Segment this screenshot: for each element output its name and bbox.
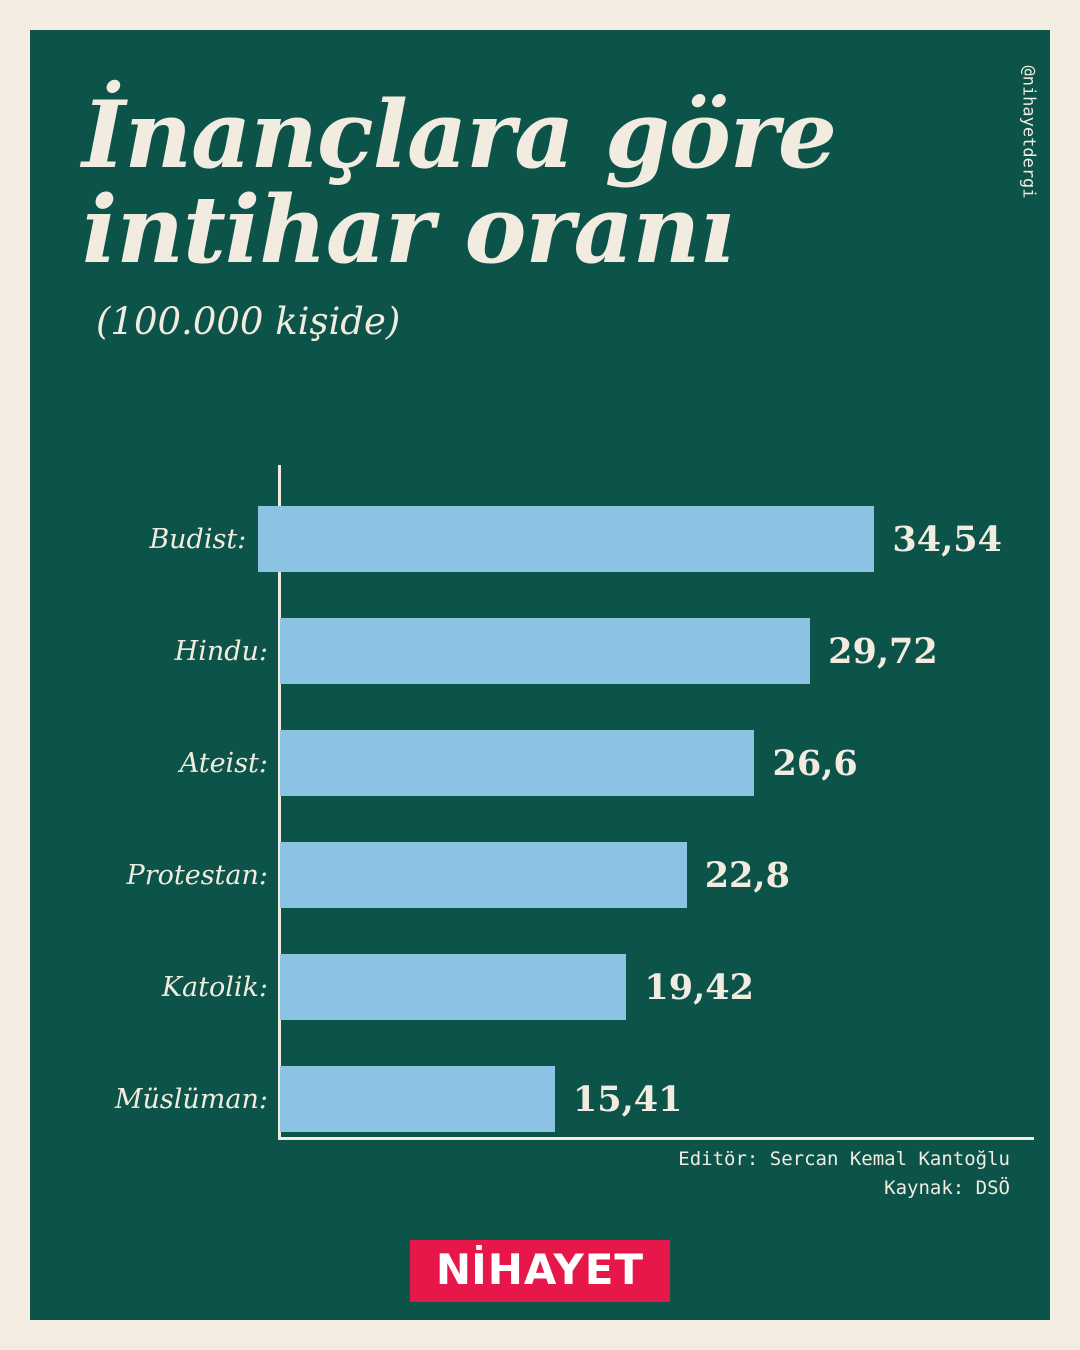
chart-rows: [82, 483, 1002, 1155]
page-title: [82, 80, 992, 284]
chart-row: [82, 483, 1002, 595]
chart-bar-wrap: [280, 707, 1002, 819]
chart-bar: [280, 1066, 555, 1132]
chart-bar-wrap: [280, 819, 1002, 931]
chart-bar-value: 26,6: [772, 742, 858, 784]
chart-row: [82, 931, 1002, 1043]
chart-row: [82, 707, 1002, 819]
chart-row-label: Budist:: [149, 523, 247, 555]
chart-row-label: Protestan:: [126, 859, 268, 891]
chart-bar-value: 29,72: [828, 630, 938, 672]
chart-bar-value: 34,54: [892, 518, 1002, 560]
chart-bar-value: 15,41: [572, 1078, 683, 1120]
chart-row-label: Hindu:: [174, 635, 268, 667]
social-handle: [1016, 44, 1042, 244]
chart-row: [82, 595, 1002, 707]
page-subtitle: (100.000 kişide): [96, 299, 401, 343]
chart-bar-wrap: [280, 931, 1002, 1043]
chart-bar-value: 22,8: [704, 854, 790, 896]
chart-row: [82, 1043, 1002, 1155]
title-line-1: İnançlara göre: [82, 80, 837, 189]
chart-bar: [280, 954, 626, 1020]
social-handle-text: @nihayetdergi: [1019, 65, 1039, 199]
credits: [678, 1145, 1010, 1202]
title-line-2: intihar oranı: [82, 174, 734, 284]
bar-chart: [82, 465, 1002, 1145]
logo-text: İHAYET: [471, 1245, 645, 1294]
chart-row-label: Katolik:: [161, 971, 268, 1003]
chart-bar-wrap: [280, 595, 1002, 707]
chart-bar-value: 19,42: [644, 966, 755, 1008]
brand-logo: [410, 1240, 670, 1302]
chart-row: [82, 819, 1002, 931]
credit-source: Kaynak: DSÖ: [884, 1176, 1010, 1199]
chart-bar-wrap: [258, 483, 1002, 595]
credit-editor: Editör: Sercan Kemal Kantoğlu: [678, 1148, 1010, 1170]
chart-bar-wrap: [280, 1043, 1002, 1155]
chart-row-label: Müslüman:: [114, 1083, 268, 1115]
chart-bar: [280, 842, 687, 908]
chart-bar: [280, 618, 810, 684]
chart-bar: [280, 730, 754, 796]
logo-mark: N: [435, 1245, 470, 1294]
title-block: [82, 80, 992, 343]
chart-row-label: Ateist:: [179, 747, 268, 779]
infographic-poster: [30, 30, 1050, 1320]
chart-bar: [258, 506, 874, 572]
